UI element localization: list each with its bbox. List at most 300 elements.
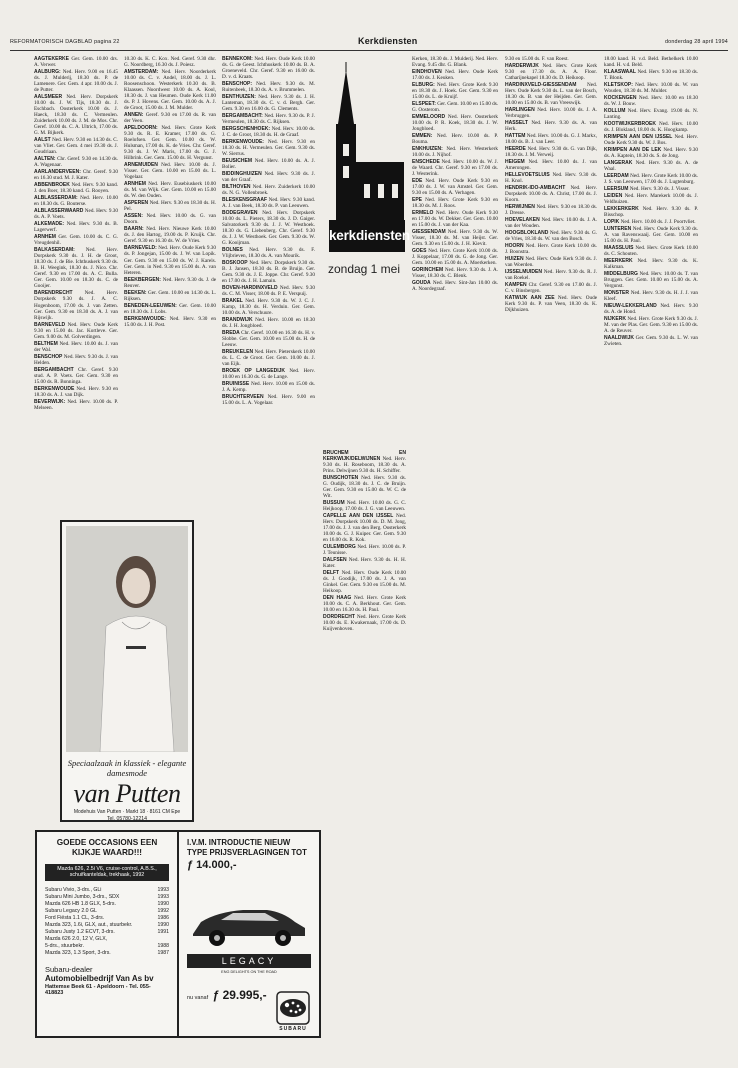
town-name: IJSSELMUIDEN xyxy=(505,268,542,275)
service-listing xyxy=(604,290,698,302)
car-row xyxy=(45,915,169,922)
service-details: Ned. Herv. Oude Kerk 9.30 en 17.00 ds. J. W. van Amstel. Ger. Gem. 9.30 en 15.00 ds. A. Verhagen. xyxy=(412,178,498,197)
car-year: 1991 xyxy=(157,928,169,935)
service-details: Ger. Gem. 10.00 drs. A. Verwer. xyxy=(34,56,118,69)
service-listing xyxy=(505,217,597,229)
service-details: Ned. Herv. Dorpskerk 9.30 ds. B. J. Jansen, 18.30 ds. B. de Bruijn. Ger. Gem. 9.30 ds. J. E. Joppe. Chr. Geref. 9.30 en 17.00 ds. J. H. Lamain. xyxy=(222,260,315,285)
column-5 xyxy=(412,56,498,293)
service-listing xyxy=(124,226,216,244)
service-listing xyxy=(34,247,118,289)
service-details: Ned. Herv. 9.30 kand. A. J. van Beek, 18.30 ds. P. van Leeuwen. xyxy=(222,197,315,210)
service-details: Ned. Herv. 9.30 ds. P. Bisschop. xyxy=(604,205,698,218)
town-name: KLETSKOP: xyxy=(604,81,633,88)
service-listing xyxy=(124,112,216,124)
town-name: HEERDE xyxy=(505,146,526,152)
town-name: KRIMPEN AAN DE LEK xyxy=(604,146,662,153)
town-name: HASSELT xyxy=(505,120,528,127)
service-listing xyxy=(505,82,597,106)
service-details: Ned. Herv. Eusebiuskerk 10.00 ds. M. van Wijk. Ger. Gem. 10.00 en 15.00 ds. W. den Ouden. xyxy=(124,181,216,200)
town-name: BUSSUM xyxy=(323,500,345,507)
town-name: BLESKENSGRAAF xyxy=(222,197,268,204)
advert-divider xyxy=(177,832,179,1036)
service-details: Ned. Herv. 10.00 ds. J. van Amerongen. xyxy=(505,158,597,172)
service-details: Ned. Herv. 9.30 en 14.30 ds. C. van Vliet. Ger. Gem. 4 mei 19.30 ds. J. Goudriaan. xyxy=(34,137,118,156)
service-details: Ned. Herv. 10.00 ds. G. J. Markx, 18.00 ds. B. J. van Leer. xyxy=(505,133,597,146)
town-name: KRIMPEN AAN DEN IJSSEL xyxy=(604,133,673,140)
town-name: APELDOORN: xyxy=(124,125,158,132)
town-name: BIDDINGHUIZEN xyxy=(222,171,262,178)
service-listing xyxy=(505,256,597,268)
service-listing xyxy=(412,146,498,158)
town-name: BALKASERDAM: xyxy=(34,247,75,254)
service-details: Ned. Herv. 10.00 en 16.30 ds. G. de Lange. xyxy=(222,368,315,381)
town-name: BERKENWOUDE xyxy=(34,385,75,392)
service-details: Ned. Herv. Dorpskerk 10.00 ds. L. Pieters, 18.30 ds. J. D. Gaiger. Salvatorkerk 9.30 ds. J. J. W. Westhoek. 18.30 ds. G. Liebenberg. Chr. Geref. 9.30 ds. J. J. W. Westhoek. Ger. Gem. 9.30 ds. W. G. Kooijman. xyxy=(222,210,315,247)
service-details: Ned. Herv. 9.30 en 18.30 ds. A. J. van Dijk. xyxy=(34,385,118,398)
service-listing xyxy=(412,210,498,228)
legacy-slogan: ENG DELIGHTS ON THE ROAD xyxy=(221,970,277,974)
town-name: DALFSEN xyxy=(323,557,347,564)
town-name: LEKKERKERK xyxy=(604,205,639,212)
service-details: Ned. Herv. 10.00 en 15.00 ds. J. A. Kemp. xyxy=(222,381,315,394)
town-name: MAASSLUIS xyxy=(604,244,634,251)
car-row xyxy=(45,887,169,894)
town-name: AMSTERDAM: xyxy=(124,68,159,75)
car-model: Mazda 323, 1.3 Sport, 3-drs. xyxy=(45,949,111,956)
service-details: Ned. Herv. 9.00 en 16.45 ds. J. Mulderij, 18.30 ds. P. de Lamenere. Ger. Gem. 4 apr. 10.00 ds. J. de Putter. xyxy=(34,68,118,94)
service-listing xyxy=(323,544,406,556)
service-details: Kerken, 18.30 ds. J. Mulderij. Ned. Herv. Evang. 9.45 dhr. G. Blank. xyxy=(412,56,498,69)
service-details: Ned. Herv. 9.30 ds. J. van Helden. xyxy=(34,353,118,366)
service-details: Ned. Herv. 10.00 ds. J. van der Wal. xyxy=(34,340,118,353)
legacy-panel xyxy=(187,838,311,871)
service-details: Ned. Herv. 9.30 ds. A. de Hond. xyxy=(604,302,698,315)
service-listing xyxy=(604,258,698,270)
town-name: LOPIK xyxy=(604,218,620,225)
service-listing xyxy=(412,267,498,279)
service-details: Ned. Herv. 9.30 ds. H. Knol. xyxy=(505,171,597,185)
service-details: Ned. Herv. 9.30 ds. A. Kaptein, 18.30 ds. S. de Jong. xyxy=(604,146,698,159)
service-details: Ned. Herv. Grote Kerk 10.00 ds. J. S. van Leeuwen, 17.00 ds. J. Lugtenburg. xyxy=(604,172,698,185)
service-listing xyxy=(323,450,406,474)
service-details: Ned. Herv. 9.30 ds. W. J. C. J. Kamp, 18.30 ds. H. Verduin. Ger. Gem. 10.00 ds. A. Verschuure. xyxy=(222,298,315,317)
van-putten-advert xyxy=(60,520,194,822)
town-name: BROEK OP LANGEDIJK xyxy=(222,368,285,375)
town-name: ENKHUIZEN: xyxy=(412,146,443,152)
service-listing xyxy=(505,204,597,216)
service-details: Ned. Herv. 10.00 ds. J. Visser. Ger. Gem. 10.00 en 15.00 ds. L. Vogelaar. xyxy=(124,162,216,181)
service-details: Ned. Herv. Grote Kerk 9.30 ds. R. E. Kramer, 17.00 ds. G. Roelofsen. Ger. Gem. 10.00 ds. W. Hulsman, 17.00 ds. K. de Vries. Chr. Geref. 9.30 ds. J. W. Maris, 17.00 ds. G. J. Hilbrink. Ger. Gem. 15.00 ds. H. Vergunst. xyxy=(124,125,216,162)
car-model: Subaru Mini Jumbo, 3-drs., SDX xyxy=(45,893,120,900)
advert-tagline: Speciaalzaak in klassiek - elegante damesmode xyxy=(67,758,187,778)
service-listing xyxy=(124,181,216,199)
car-year: 1993 xyxy=(157,886,169,893)
service-details: Ned. Herv. Dorpskerk 9.30 ds. J. H. de Groot, 18.30 ds. J. de Bie. Ichthuskerk 9.30 ds. B. H. Weegink, 18.30 ds. J. Nico. Chr. Geref. 9.30 en 17.00 ds. A. C. Bulla. Ger. Gem. 10.00 en 18.30 ds. C. de Gooijer. xyxy=(34,247,118,290)
service-listing xyxy=(604,206,698,218)
service-details: Ned. Herv. Oude Kerk 9.30 en 17.00 ds. W. Dekker. Ger. Gem. 10.00 en 15.00 ds. J. van der Kaa. xyxy=(412,210,498,229)
service-details: Ned. Herv. 10.00 ds. G. van Doorn. xyxy=(124,213,216,226)
service-details: Ned. Herv. 10.00 en 18.30 ds. W. J. Bouw. xyxy=(604,94,698,107)
town-name: DEN HAAG xyxy=(323,595,352,602)
service-listing xyxy=(34,169,118,181)
town-name: BOLNES xyxy=(222,247,243,254)
service-listing xyxy=(505,120,597,132)
town-name: HOOGBLOKLAND xyxy=(505,229,549,236)
service-details: Ned. Herv. 10.00 ds. W. van Wouden, 18.30 ds. M. Mulder. xyxy=(604,81,698,95)
service-details: Ned. Herv. Grote Kerk 10.00 ds. C. Schouten. xyxy=(604,244,698,257)
service-details: Ned. Herv. 10.00 ds. P. J. Teunisse. xyxy=(323,544,406,557)
service-details: Ned. Herv. Oosterkerk 10.00 ds. P. R. Koek, 18.30 ds. J. W. Jongbloed. xyxy=(412,113,498,133)
town-name: KATWIJK AAN ZEE xyxy=(505,294,555,301)
town-name: HOEVELAKEN xyxy=(505,216,540,223)
discount-amount: ƒ 14.000,- xyxy=(187,859,237,871)
town-name: ARNHEM xyxy=(34,234,56,241)
service-details: Ned. Herv. 10.00 ds. J. C. de Groot, 18.30 ds. H. de Graaf. xyxy=(222,126,315,139)
dealer-label: Subaru-dealer xyxy=(45,964,93,974)
service-details: Ger. Gem. 9.30 ds. L. W. van Zwieten. xyxy=(604,334,698,347)
service-listing xyxy=(124,69,216,111)
service-listing xyxy=(604,134,698,146)
advert-address: Modehuis Van Putten · Markt 18 · 8161 CM Epe xyxy=(73,809,181,815)
town-name: MEERKERK xyxy=(604,257,633,264)
price-prefix: nu vanaf xyxy=(187,995,209,1001)
town-name: GORINCHEM xyxy=(412,267,444,274)
town-name: CULEMBORG xyxy=(323,544,356,551)
service-listing xyxy=(34,290,118,320)
town-name: HENDRIK-IDO-AMBACHT xyxy=(505,184,566,191)
town-name: ANNEN: xyxy=(124,112,144,119)
column-4 xyxy=(323,450,406,633)
advert-phone: Tel. 05780-12214 xyxy=(106,816,148,822)
town-name: BERKENWOUDE: xyxy=(222,139,264,146)
town-name: BERGSCHENHOEK: xyxy=(222,126,271,133)
town-name: ARNHEM xyxy=(124,181,146,188)
service-listing xyxy=(34,208,118,220)
issue-date: donderdag 28 april 1994 xyxy=(664,39,728,45)
service-listing xyxy=(124,213,216,225)
service-details: Ned. Herv. Oude Kerk 9.30 en 15.00 ds. Jac. Kortleve. Ger. Gem. 9.00 ds. M. Golverdingen. xyxy=(34,321,118,340)
town-name: LUNTEREN xyxy=(604,225,632,232)
service-details: Ned. Herv. 9.30 ds. H. J. J. van Kleef. xyxy=(604,289,698,302)
town-name: HUIZEN xyxy=(505,255,524,262)
service-listing xyxy=(604,82,698,94)
price-line xyxy=(187,986,267,1004)
service-listing xyxy=(412,56,498,68)
service-details: Ned. Herv. Westerkerk 10.00 ds. J. Nijhof. xyxy=(412,146,498,159)
service-listing xyxy=(124,162,216,180)
car-year: 1987 xyxy=(157,949,169,956)
service-details: Ned. Herv. Evang. 19.00 ds. N. Lanting. xyxy=(604,107,698,120)
service-details: Ned. Herv. Dorpskerk 9.30 ds. J. A. C. Hogenboom, 17.00 ds. J. van Zetten. Ger. Gem. 9.30 en 18.30 ds. A. J. van Rijswijk. xyxy=(34,290,118,321)
service-listing xyxy=(604,95,698,107)
service-details: Ned. Herv. Oude Kerk 10.00 ds. G. de Geest. Ichthuskerk 10.00 ds. B. A. Groeneveld. Chr. Geref. 9.30 en 16.00 ds. D. v. d. Kraats. xyxy=(222,56,315,81)
service-details: Ned. Herv. 9.30 ds. C. M. Visser, 18.00 ds. P. E. Verspuij. xyxy=(222,285,315,298)
subaru-logo-icon xyxy=(275,990,311,1030)
service-details: Ned. Herv. Grote Kerk 9.30 ds. J. M. van der Plas. Ger. Gem. 9.30 en 15.00 ds. A. de Reuver. xyxy=(604,315,698,334)
town-name: HARDERWIJK xyxy=(505,62,539,69)
service-listing xyxy=(222,171,315,183)
car-model: Mazda 626 2.0, 12 V, GLX, xyxy=(45,935,108,942)
service-listing xyxy=(222,139,315,157)
town-name: GOES xyxy=(412,248,427,255)
town-name: LEIDEN xyxy=(604,192,623,199)
service-details: Ger. Gem. 10.00 en 14.30 ds. L. Rijksen. xyxy=(124,289,216,302)
service-listing xyxy=(124,245,216,275)
town-name: HOORN xyxy=(505,242,524,249)
service-details: Chr. Geref. 9.30 stud. A. P. Voets. Ger. Gem. 9.30 en 15.00 ds. R. Bonninga. xyxy=(34,366,118,385)
service-listing xyxy=(505,230,597,242)
service-details: Ned. Herv. 9.30 ds. G. van Dijk, 18.30 ds. J. M. Verweij. xyxy=(505,146,597,159)
car-row xyxy=(45,943,169,950)
town-name: EINDHOVEN xyxy=(412,68,442,75)
town-name: KOLLUM xyxy=(604,107,626,114)
service-details: Ned. Herv. 10.00 ds. A. J. Bolier. xyxy=(222,158,315,171)
service-listing xyxy=(34,182,118,194)
service-listing xyxy=(34,399,118,411)
service-details: Ned. Herv. 9.30 ds. G. Oudijk, 18.30 ds. J. C. de Bruijn. Ger. Gem. 9.30 en 15.00 ds. W. C. de Wit. xyxy=(323,475,406,500)
car-year: 1986 xyxy=(157,914,169,921)
service-details: Ned. Herv. 10.00 ds. W. J. de Waard. Chr. Geref. 9.30 en 17.00 ds. J. Westerink. xyxy=(412,158,498,178)
town-name: KOCKENGEN xyxy=(604,94,637,101)
service-details: Ned. Herv. Oude Kerk 9.30 ds. L. van der Bosch, 18.30 ds. B. van der Heijden. Ger. Gem. 10.00 en 15.00 ds. B. van Vreeswijk. xyxy=(505,81,597,107)
service-details: Ned. Herv. Grote Kerk 9.30 en 18.30 ds. J. Hoek. Ger. Gem. 9.30 en 15.00 ds. L. de Kruijf. xyxy=(412,81,498,101)
fashion-photo xyxy=(66,526,188,752)
service-details: 9.30 en 15.00 ds. F. van Roest. xyxy=(505,56,569,62)
service-listing xyxy=(412,178,498,196)
town-name: AAGTEKERKE xyxy=(34,56,70,62)
service-listing xyxy=(222,56,315,80)
town-name: BRUCHTERVEEN xyxy=(222,394,264,401)
service-listing xyxy=(412,229,498,247)
service-details: Ned. Herv. 9.30 ds. H. H. Kater. xyxy=(323,557,406,570)
subaru-advert xyxy=(35,830,321,1038)
service-details: Ned. Herv. 9.30 ds. A. van Herk. xyxy=(505,120,597,133)
town-name: EPE xyxy=(412,197,423,204)
service-details: Ned. Herv. 10.00 ds. P. Melseen. xyxy=(34,398,118,411)
service-listing xyxy=(412,133,498,145)
car-year: 1993 xyxy=(157,893,169,900)
town-name: BENSCHOP xyxy=(34,353,63,360)
service-listing xyxy=(34,386,118,398)
service-listing xyxy=(323,513,406,543)
service-details: Ned. Herv. Grote Kerk 10.00 ds. E. Kwakernaak, 17.00 ds. D. Kuijvenhoven. xyxy=(323,614,406,633)
service-listing xyxy=(222,317,315,329)
town-name: LANGERAK xyxy=(604,159,633,166)
town-name: BUNSCHOTEN xyxy=(323,475,359,482)
service-details: Ned. Herv. 10.00 ds. J. A. van der Wouden. xyxy=(505,216,597,230)
service-details: Ned. Herv. 9.30 en 15.00 ds. J. H. Post. xyxy=(124,315,216,328)
service-listing xyxy=(604,193,698,205)
service-details: Ned. Herv. Oude Kerk 9.30 ds. A. van Ravenswaaij. Ger. Gem. 10.00 en 15.00 ds. H. Paul. xyxy=(604,225,698,244)
service-listing xyxy=(505,282,597,294)
car-model: 5-drs., stuurbekr. xyxy=(45,942,84,949)
service-details: Chr. Geref. 10.00 en 16.30 ds. H. v. Slobbe. Ger. Gem. 10.00 en 15.00 ds. H. de Leeuw. xyxy=(222,330,315,349)
car-row xyxy=(45,894,169,901)
car-row xyxy=(45,901,169,908)
service-details: Chr. Geref. 9.30 en 14.30 ds. A. Wagenaar. xyxy=(34,156,118,169)
legacy-wordmark: LEGACY xyxy=(187,954,311,968)
service-listing xyxy=(34,322,118,340)
service-listing xyxy=(34,69,118,93)
town-name: BRUINISSE xyxy=(222,381,250,388)
town-name: ALKEMADE: xyxy=(34,221,64,228)
town-name: BERGAMBACHT: xyxy=(222,113,263,120)
service-listing xyxy=(505,269,597,281)
service-listing xyxy=(505,107,597,119)
column-2 xyxy=(124,56,216,328)
service-listing xyxy=(604,173,698,185)
town-name: KOOTWIJKERBROEK xyxy=(604,120,656,127)
service-details: Ned. Herv. Marekerk 10.00 ds. J. Veldhuizen. xyxy=(604,192,698,205)
town-name: AALST xyxy=(34,137,51,144)
service-details: Ned. Herv. Dorpskerk 10.00 ds. D. M. Jong, 17.00 ds. J. J. van den Berg. Oosterkerk 10.00 ds. G. J. Kuiper. Ger. Gem. 9.30 en 16.00 ds. R. Kok. xyxy=(323,513,406,544)
service-details: Ned. Herv. Oude Kerk 9.30 ds. P. Jongejan, 15.00 ds. J. W. van Lopik. Ger. Gem. 9.30 en 15.00 ds. W. J. Karels. Ger. Gem. in Ned. 9.30 en 15.00 ds. A. van Heteren. xyxy=(124,245,216,276)
service-listing xyxy=(34,156,118,168)
service-details: Ned. Herv. 10.00 ds. P. Bouma. xyxy=(412,133,498,146)
service-listing xyxy=(412,280,498,292)
town-name: ELBURG: xyxy=(412,81,435,88)
service-listing xyxy=(222,260,315,284)
service-listing xyxy=(505,172,597,184)
car-row xyxy=(45,922,169,929)
price-amount: ƒ 29.995,- xyxy=(212,988,267,1002)
service-details: Ned. Herv. 9.30 ds. K. Kalkman. xyxy=(604,257,698,270)
service-details: Ned. Herv. 9.30 ds. J. de Reuver. xyxy=(124,276,216,289)
town-name: KLAASWAAL xyxy=(604,68,636,75)
car-model: Ford Fiësta 1.1 CL, 3-drs. xyxy=(45,914,105,921)
car-model: Subaru Vivio, 3-drs., GLi xyxy=(45,886,102,893)
service-listing xyxy=(222,197,315,209)
town-name: ENSCHEDE xyxy=(412,158,440,165)
service-details: Ned. Herv. 9.30 ds. G. de Vries, 18.30 ds. W. van den Bosch. xyxy=(505,229,597,242)
service-details: Ned. Herv. Nieuwe Kerk 10.00 ds. J. den Hartog, 19.00 ds. P. Kruijk. Chr. Geref. 9.30 en 16.30 ds. W. de Vries. xyxy=(124,226,216,245)
service-details: Ned. Herv. 9.30 en 18.30 ds. H. Vermeulen. Ger. Gem. 9.30 ds. W. Sierrus. xyxy=(222,139,315,158)
service-listing xyxy=(505,133,597,145)
service-listing xyxy=(412,197,498,209)
service-listing xyxy=(222,285,315,297)
town-name: LEERDAM xyxy=(604,172,629,179)
town-name: ERMELO xyxy=(412,210,434,217)
service-details: Ned. Herv. Grote Kerk 10.00 ds. J. Boonstra. xyxy=(505,242,597,255)
service-listing xyxy=(505,63,597,81)
car-row xyxy=(45,936,169,943)
service-listing xyxy=(412,114,498,132)
church-icon xyxy=(324,62,404,222)
service-listing xyxy=(222,94,315,112)
town-name: BODEGRAVEN xyxy=(222,210,258,217)
town-name: AALSMEER xyxy=(34,94,63,101)
service-listing xyxy=(323,557,406,569)
dealer-name xyxy=(45,965,169,984)
service-listing xyxy=(412,82,498,100)
service-details: Ned. Herv. 9.30 ds. J. A. Visser, 18.30 ds. C. Blenk. xyxy=(412,267,498,280)
service-listing xyxy=(323,475,406,499)
publication-name: REFORMATORISCH DAGBLAD pagina 22 xyxy=(10,39,120,45)
town-name: BERKENWOUDE: xyxy=(124,315,166,322)
service-listing xyxy=(412,159,498,177)
town-name: KAMPEN xyxy=(505,281,527,288)
subaru-brand: SUBARU xyxy=(279,1026,307,1032)
town-name: ELSPEET: xyxy=(412,101,436,107)
page-header xyxy=(10,36,728,51)
service-listing xyxy=(222,158,315,170)
service-details: Ger. Gem. 10.00 en 15.00 ds. G. Oosterom. xyxy=(412,101,499,114)
town-name: BOSKOOP xyxy=(222,260,248,267)
dealer-address: Hattemse Beek 61 - Apeldoorn - Tel. 055-418823 xyxy=(45,983,151,996)
town-name: BEEKEN: xyxy=(124,289,147,296)
town-name: BREDA xyxy=(222,330,240,337)
occasions-headline: GOEDE OCCASIONS EEN KIJKJE WAARD!!! xyxy=(56,838,158,857)
service-listing xyxy=(124,56,216,68)
service-listing xyxy=(34,94,118,136)
service-listing xyxy=(323,570,406,594)
service-listing xyxy=(323,500,406,512)
town-name: NIJKERK xyxy=(604,315,626,322)
service-details: Ned. Herv. 9.30 ds. J. Visser. xyxy=(628,185,690,192)
town-name: BERGAMBACHT xyxy=(34,366,74,373)
service-details: Ned. Herv. 10.00 ds. J. Blokland, 18.00 ds. K. Hoogkamp. xyxy=(604,120,698,133)
town-name: MIDDELBURG xyxy=(604,270,638,277)
featured-car-banner: Mazda 626, 2.5i V6, cruise-control, A.B.S., schuifkanteldak, trekhaak, 1992 xyxy=(45,864,169,881)
column-6 xyxy=(505,56,597,314)
service-listing xyxy=(412,101,498,113)
town-name: DELFT xyxy=(323,570,340,577)
service-listing xyxy=(222,184,315,196)
car-year: 1992 xyxy=(157,907,169,914)
town-name: EMMEN: xyxy=(412,133,433,140)
town-name: BOVEN-HARDINXVELD xyxy=(222,285,278,292)
service-listing xyxy=(222,349,315,367)
service-details: Ned. Herv. Pieterskerk 10.00 ds. L. C. de Groot. Ger. Gem. 10.00 ds. J. van Eijk. xyxy=(222,349,315,368)
town-name: HARLINGEN xyxy=(505,107,535,114)
promo-headline: I.V.M. INTRODUCTIE NIEUW TYPE PRIJSVERLAGINGEN TOT xyxy=(187,838,307,857)
town-name: AALTEN: xyxy=(34,156,56,163)
service-listing xyxy=(604,147,698,159)
service-listing xyxy=(124,200,216,212)
car-model: Mazda 323, 1.6i, GLX, aut., stuurbekr. xyxy=(45,921,133,928)
service-details: 10.30 ds. K. C. Kox. Ned. Geref. 9.30 dhr. G. Noordberg, 16.30 ds. J. Poiesz. xyxy=(124,56,216,69)
service-details: Ger. Gem. 10.00 en 18.30 ds. J. Lobs. xyxy=(124,302,216,315)
town-name: BRUCHEM EN KERKWIJK/DELWIJNEN xyxy=(323,450,406,463)
service-details: Ned. Herv. 9.30 ds. A. de Waal. xyxy=(604,159,698,172)
town-name: HELLEVOETSLUIS xyxy=(505,171,550,178)
service-listing xyxy=(505,243,597,255)
town-name: BELTHEM xyxy=(34,340,58,347)
service-details: 18.00 kand. H. v.d. Beld. Bethelkerk 10.00 kand. H. v.d. Beld. xyxy=(604,56,698,69)
service-details: Ned. Herv. 9.30 ds. R. J. van Roekel. xyxy=(505,268,597,281)
town-name: BENNEKOM: xyxy=(222,56,253,62)
town-name: BEVERWIJK: xyxy=(34,398,66,405)
car-year: 1990 xyxy=(157,900,169,907)
service-listing xyxy=(604,121,698,133)
town-name: DORDRECHT xyxy=(323,614,355,621)
service-listing xyxy=(124,303,216,315)
service-listing xyxy=(222,113,315,125)
column-7 xyxy=(604,56,698,348)
service-listing xyxy=(222,368,315,380)
town-name: HEIGEM xyxy=(505,158,525,165)
service-listing xyxy=(124,290,216,302)
town-name: BILTHOVEN xyxy=(222,184,251,191)
service-listing xyxy=(604,219,698,225)
service-listing xyxy=(604,271,698,289)
service-listing xyxy=(604,160,698,172)
service-listing xyxy=(604,56,698,68)
dealer-company: Automobielbedrijf Van As bv xyxy=(45,974,154,984)
town-name: HERWIJNEN xyxy=(505,203,535,210)
service-details: Ned. Herv. Oude Kerk 9.30 ds. P. van Veen, 18.30 ds. K. Dijkhuizen. xyxy=(505,294,597,313)
town-name: AARLANDERVEEN: xyxy=(34,169,81,176)
